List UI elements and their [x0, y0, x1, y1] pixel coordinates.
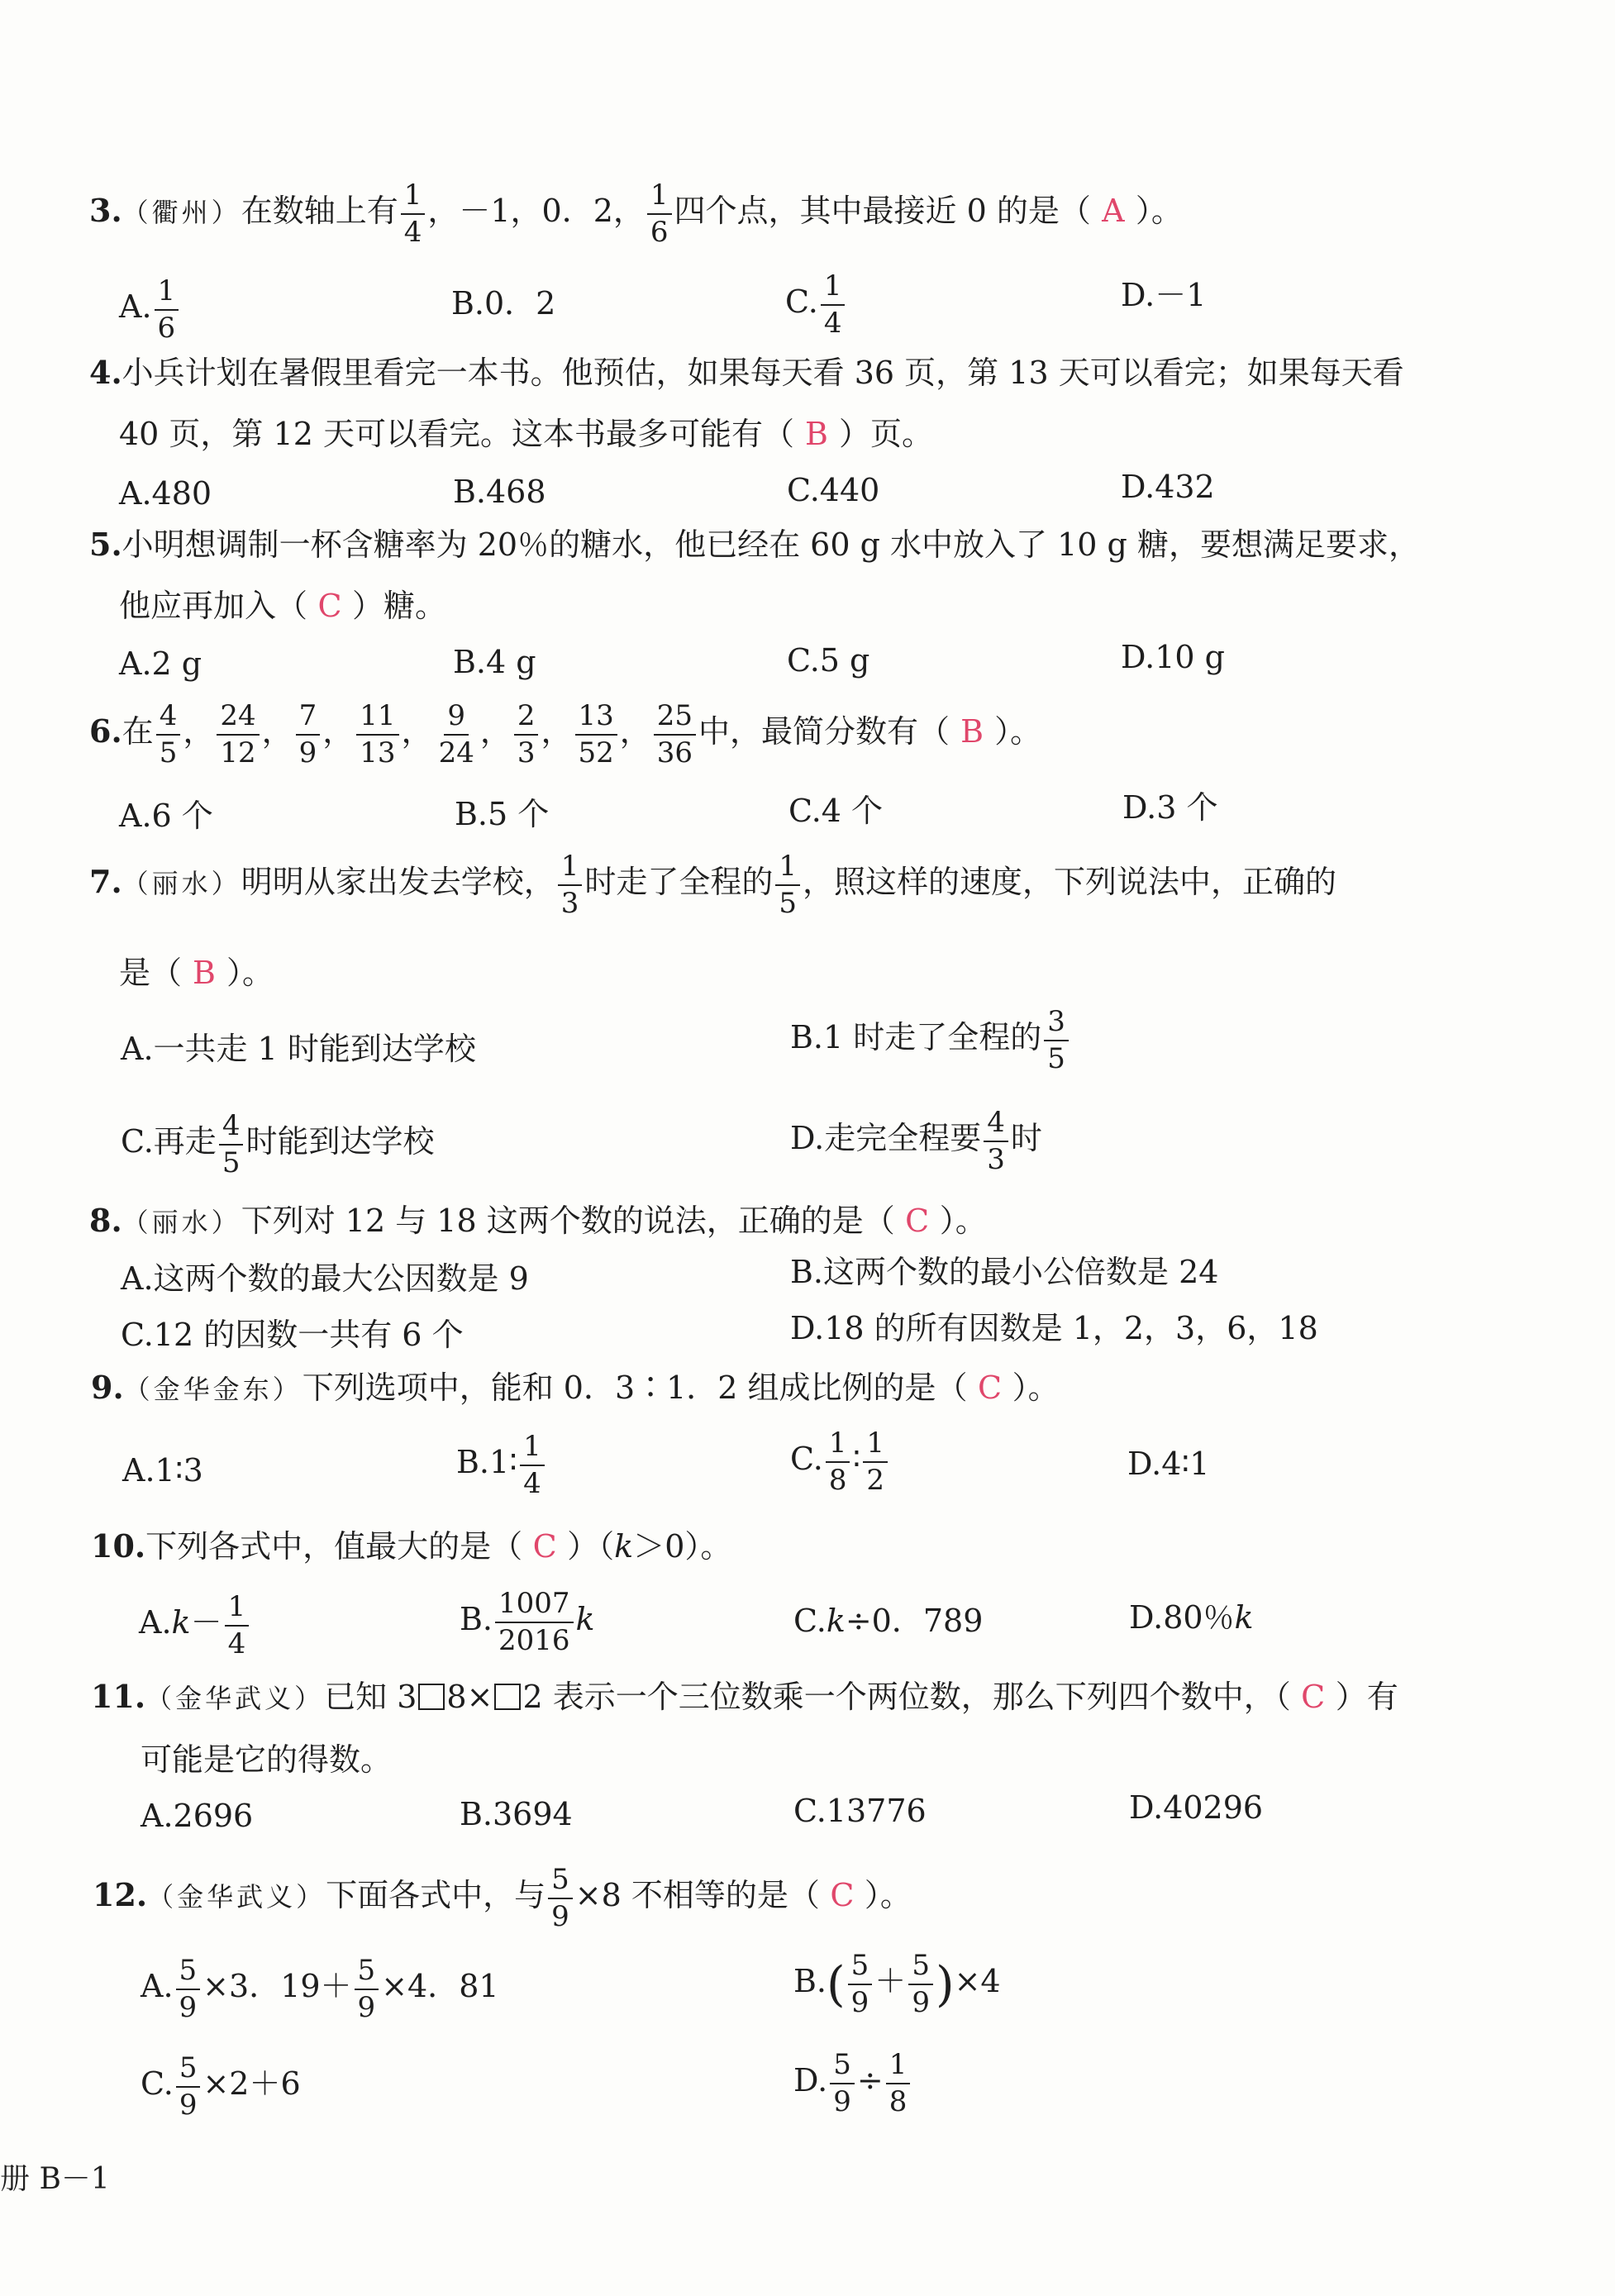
option-d: D.10 g	[1121, 639, 1225, 675]
option-b: B.( $\frac{5}{9}$ ＋ $\frac{5}{9}$ )×4	[793, 1949, 1001, 2019]
option-b: B.0．2	[451, 285, 556, 322]
answer-mark: B	[960, 713, 984, 750]
answer-mark: C	[905, 1203, 930, 1239]
fraction: $\frac{2}{3}$	[514, 701, 539, 768]
option-d: D.40296	[1129, 1789, 1264, 1826]
question-5-line2: 他应再加入（ C ）糖。	[119, 588, 447, 624]
blank-box	[418, 1684, 445, 1710]
option-a: A.这两个数的最大公因数是 9	[121, 1260, 529, 1297]
option-c: C.440	[787, 472, 880, 508]
fraction: $\frac{25}{36}$	[654, 701, 696, 768]
option-b: B.4 g	[453, 644, 536, 680]
fraction: $\frac{13}{52}$	[575, 701, 617, 768]
blank-box	[494, 1684, 521, 1710]
option-a: A. $\frac{1}{6}$	[119, 276, 181, 343]
option-c: C. $\frac{1}{4}$	[785, 271, 847, 338]
answer-mark: C	[978, 1370, 1003, 1406]
option-b: B.1 时走了全程的 $\frac{3}{5}$	[790, 1007, 1071, 1074]
option-b: B.1∶ $\frac{1}{4}$	[456, 1431, 547, 1498]
answer-mark: C	[1301, 1679, 1326, 1715]
fraction: $\frac{4}{5}$	[156, 701, 181, 768]
question-4-line2: 40 页，第 12 天可以看完。这本书最多可能有（ B ）页。	[119, 416, 933, 452]
answer-mark: C	[532, 1528, 557, 1565]
fraction-list: $\frac{4}{5}$ ， $\frac{24}{12}$ ， $\frac{7}{9}$ ， $\frac{11}{13}$ ， $\frac{9}{24}$ ， $\frac{2}{3}$ ， $\frac{13}{52}$ ， $\frac{25}{36}$	[154, 713, 698, 750]
source-tag: （衢州）	[121, 197, 241, 229]
fraction: $\frac{11}{13}$	[356, 701, 398, 768]
fraction: $\frac{24}{12}$	[217, 701, 259, 768]
page-footer: 册 B－1	[0, 2162, 110, 2196]
option-d: D. $\frac{5}{9}$ ÷ $\frac{1}{8}$	[793, 2050, 912, 2117]
question-11-line2: 可能是它的得数。	[141, 1741, 393, 1778]
option-d: D.－1	[1121, 277, 1207, 313]
option-b: B.468	[453, 474, 546, 510]
option-d: D.走完全程要 $\frac{4}{3}$ 时	[790, 1106, 1042, 1176]
question-number: 3.	[89, 192, 122, 230]
option-d: D.4∶1	[1127, 1446, 1210, 1482]
option-b: B.5 个	[455, 796, 550, 832]
option-c: C.13776	[793, 1793, 927, 1829]
option-c: C.12 的因数一共有 6 个	[121, 1317, 464, 1353]
answer-mark: A	[1102, 193, 1125, 230]
option-a: A.2 g	[119, 645, 202, 682]
question-11: 11.（金华武义）已知 3 8× 2 表示一个三位数乘一个两位数，那么下列四个数中，（ C ）有	[91, 1678, 1398, 1715]
question-10: 10.下列各式中，值最大的是（ C ）（k＞0）。	[91, 1527, 732, 1565]
option-b: B.3694	[460, 1796, 573, 1832]
question-3: 3.（衢州）在数轴上有 $\frac{1}{4}$ ，－1，0．2， $\frac{1}{6}$ 四个点，其中最接近 0 的是（ A ）。	[89, 179, 1183, 249]
answer-mark: C	[317, 588, 342, 624]
fraction: $\frac{9}{24}$	[438, 699, 474, 769]
question-12: 12.（金华武义）下面各式中，与 $\frac{5}{9}$ ×8 不相等的是（ C ）。	[93, 1863, 912, 1933]
option-c: C. $\frac{1}{8}$ ∶ $\frac{1}{2}$	[790, 1428, 890, 1495]
option-d: D.432	[1121, 469, 1215, 505]
question-7-line2: 是（ B ）。	[119, 955, 274, 991]
question-9: 9.（金华金东）下列选项中，能和 0．3∶1．2 组成比例的是（ C ）。	[91, 1369, 1060, 1406]
option-a: A. $\frac{5}{9}$ ×3．19＋ $\frac{5}{9}$ ×4．81	[141, 1954, 499, 2024]
answer-mark: C	[830, 1877, 855, 1914]
option-a: A.一共走 1 时能到达学校	[121, 1031, 476, 1067]
option-c: C. $\frac{5}{9}$ ×2＋6	[141, 2051, 301, 2122]
fraction: $\frac{1}{6}$	[647, 180, 672, 247]
question-6: 6.在 $\frac{4}{5}$ ， $\frac{24}{12}$ ， $\frac{7}{9}$ ， $\frac{11}{13}$ ， $\frac{9}{24}$ ， $\frac{2}{3}$ ， $\frac{13}{52}$ ， $\frac{25}{36}$ 中，最简分数有（ B ）。	[89, 699, 1042, 769]
option-c: C.k÷0．789	[793, 1603, 984, 1639]
option-d: D.18 的所有因数是 1，2，3，6，18	[790, 1310, 1318, 1346]
answer-mark: B	[193, 955, 216, 991]
option-b: B.这两个数的最小公倍数是 24	[790, 1254, 1219, 1290]
option-c: C.5 g	[787, 642, 870, 679]
question-8: 8.（丽水）下列对 12 与 18 这两个数的说法，正确的是（ C ）。	[89, 1202, 987, 1239]
answer-mark: B	[804, 416, 828, 452]
option-c: C.4 个	[788, 793, 884, 829]
question-5: 5.小明想调制一杯含糖率为 20％的糖水，他已经在 60 g 水中放入了 10 g 糖，要想满足要求，	[89, 526, 1420, 563]
question-7: 7.（丽水）明明从家出发去学校， $\frac{1}{3}$ 时走了全程的 $\frac{1}{5}$ ，照这样的速度，下列说法中，正确的	[89, 850, 1337, 920]
fraction: $\frac{1}{4}$	[401, 180, 426, 247]
question-4: 4.小兵计划在暑假里看完一本书。他预估，如果每天看 36 页，第 13 天可以看完；如果每天看	[89, 354, 1404, 391]
option-a: A.1∶3	[122, 1452, 203, 1489]
fraction: $\frac{7}{9}$	[296, 701, 321, 768]
option-a: A.6 个	[119, 798, 213, 834]
option-d: D.3 个	[1122, 789, 1218, 826]
option-a: A.k－ $\frac{1}{4}$	[139, 1592, 251, 1659]
option-c: C.再走 $\frac{4}{5}$ 时能到达学校	[121, 1109, 435, 1179]
option-a: A.2696	[141, 1798, 254, 1834]
option-a: A.480	[119, 475, 212, 512]
option-b: B. $\frac{1007}{2016}$ k	[460, 1587, 595, 1657]
option-d: D.80％k	[1129, 1599, 1254, 1636]
